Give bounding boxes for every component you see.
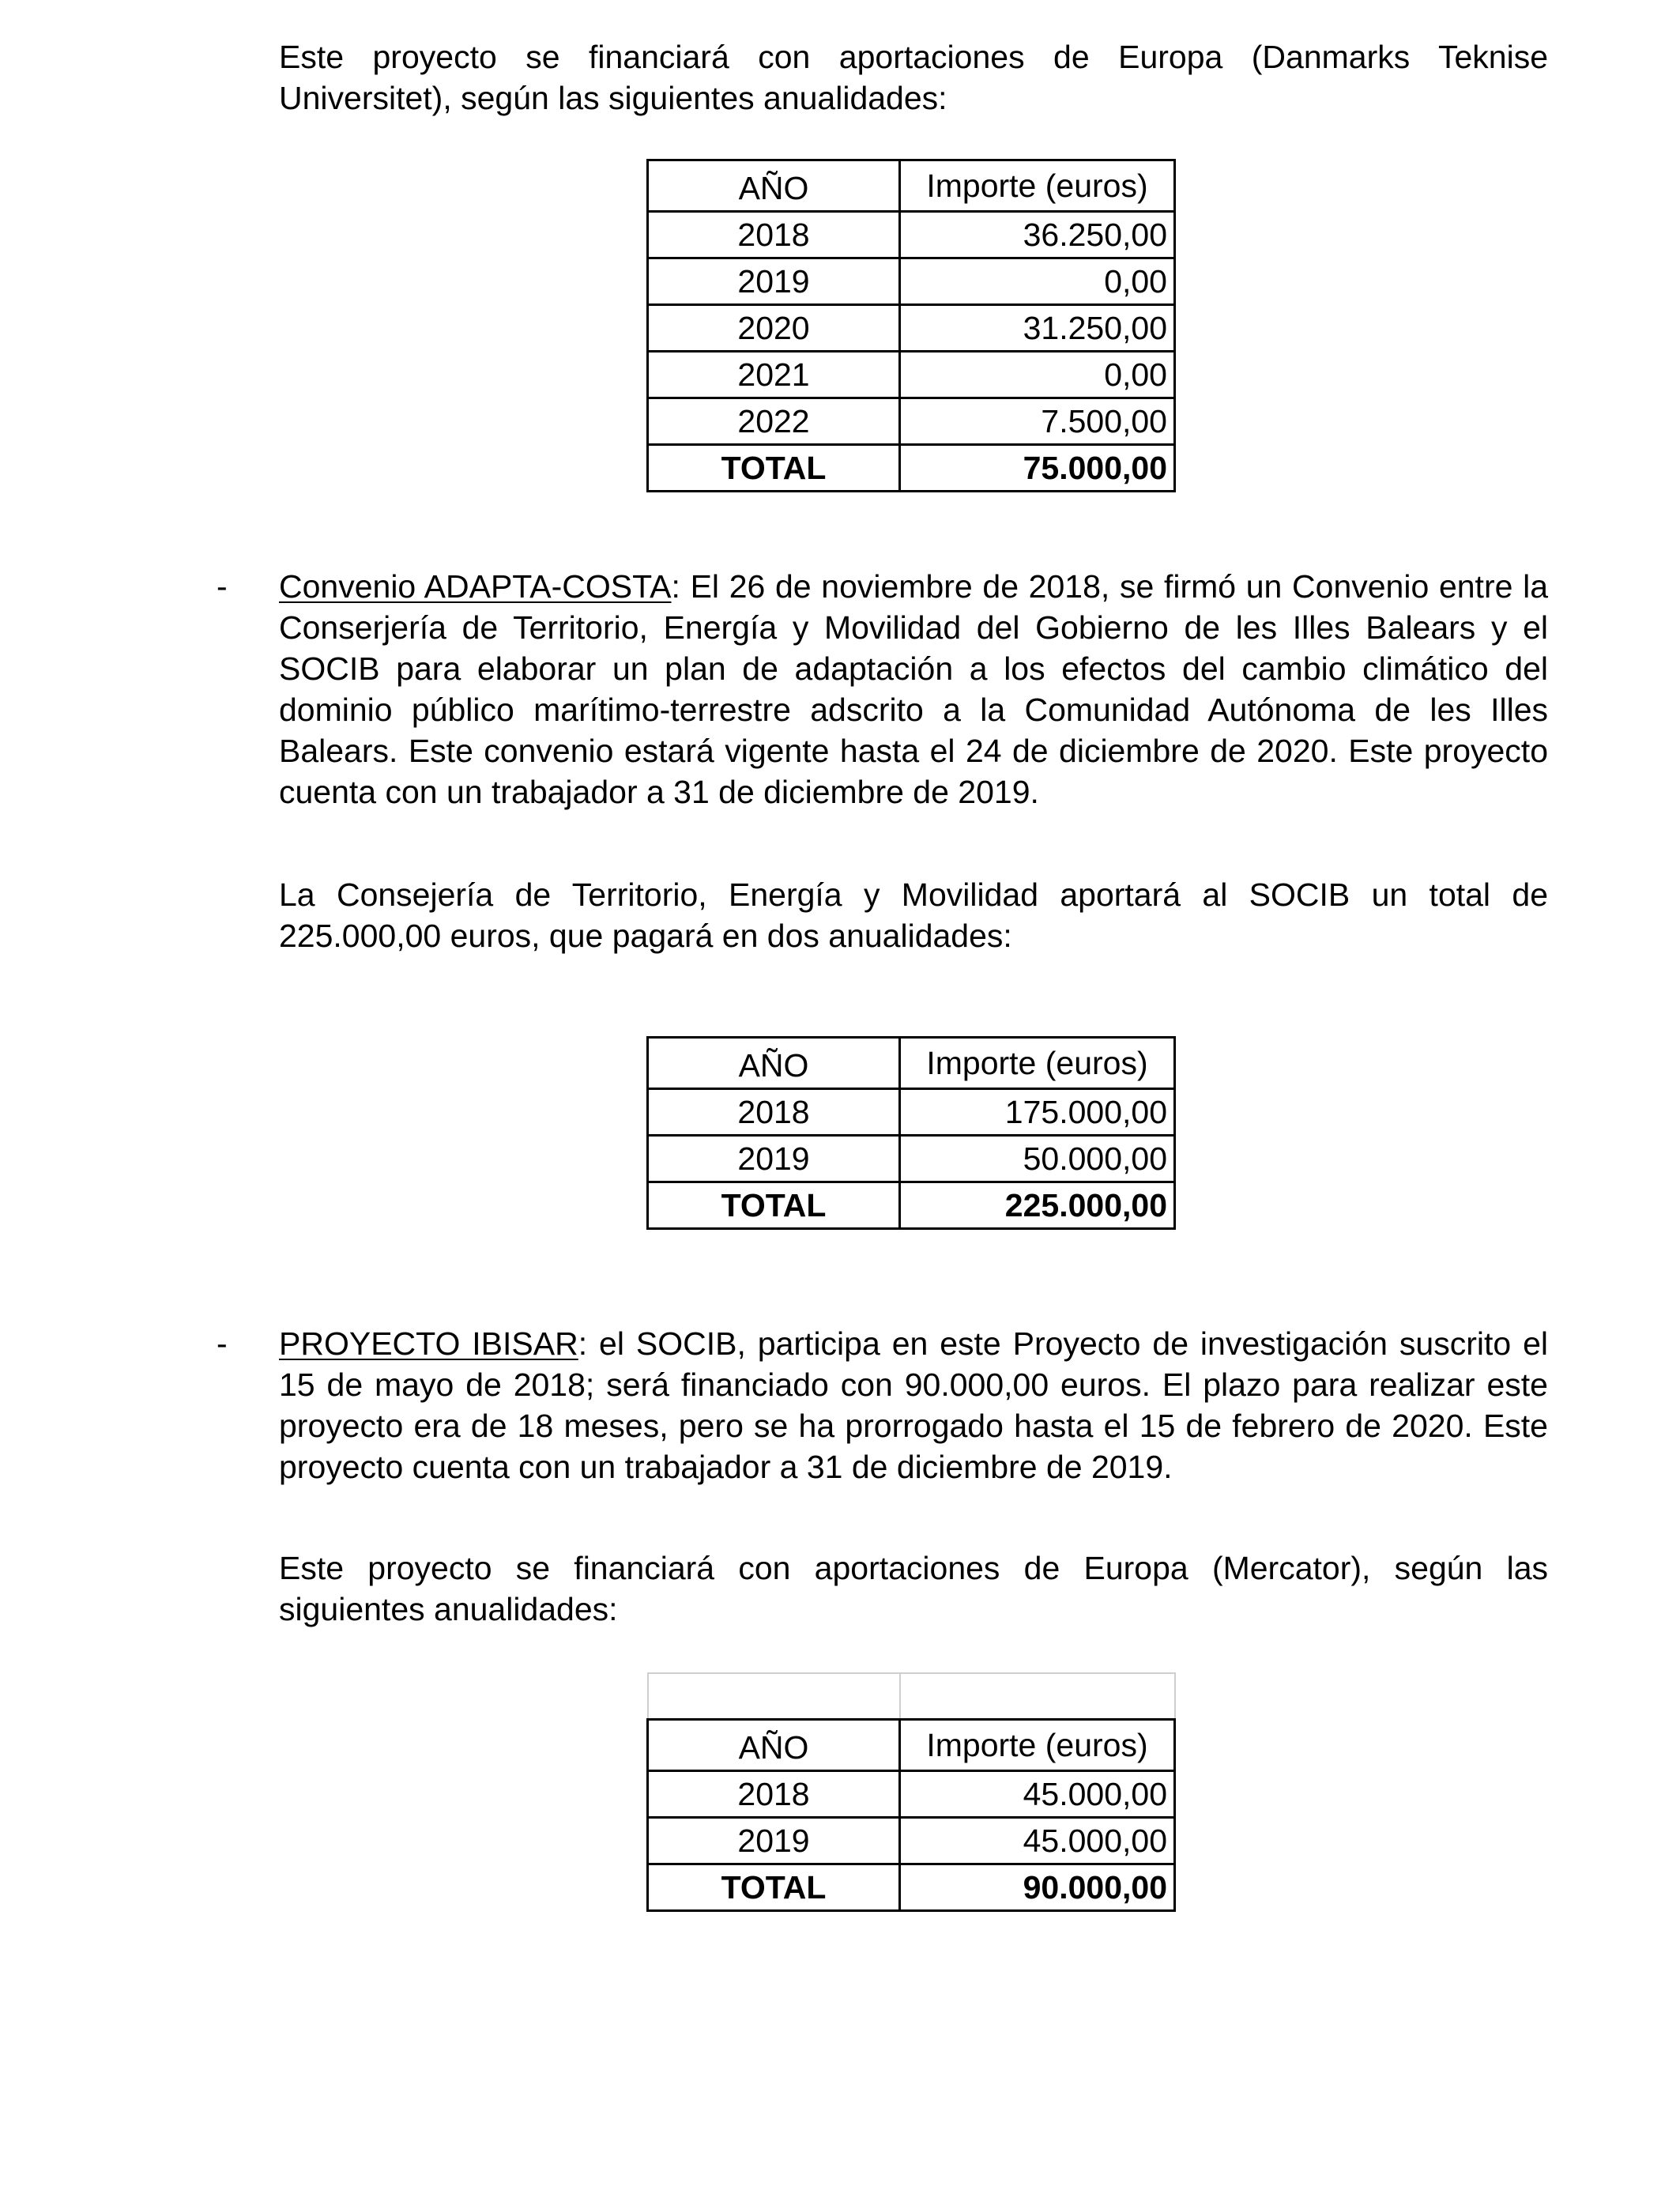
- cell-year: 2021: [648, 352, 900, 398]
- table-total-row: [648, 1864, 1175, 1911]
- intro-paragraph: Este proyecto se financiará con aportaciones de Europa (Danmarks Teknise Universitet), según las siguientes anualidades:: [279, 39, 1548, 116]
- cell-year: 2019: [648, 1136, 900, 1182]
- bullet-dash: -: [217, 568, 228, 605]
- header-year: AÑO: [648, 1038, 900, 1089]
- cell-year: 2018: [648, 212, 900, 258]
- total-label: TOTAL: [648, 445, 900, 492]
- cell-year: 2019: [648, 1818, 900, 1864]
- header-year: AÑO: [648, 160, 900, 212]
- table-blank-row: [648, 1673, 1175, 1720]
- blank-cell: [900, 1673, 1175, 1720]
- header-amount: Importe (euros): [900, 160, 1175, 212]
- table-row: [648, 305, 1175, 352]
- table-row: [648, 212, 1175, 258]
- table-row: [648, 1136, 1175, 1182]
- cell-year: 2022: [648, 398, 900, 445]
- header-year: AÑO: [648, 1720, 900, 1771]
- cell-year: 2018: [648, 1771, 900, 1818]
- table-row: [648, 1771, 1175, 1818]
- cell-amount: 0,00: [900, 258, 1175, 305]
- total-amount: 90.000,00: [900, 1864, 1175, 1911]
- table-header-row: [648, 1038, 1175, 1089]
- table-header-row: [648, 160, 1175, 212]
- ibisar-text: : el SOCIB, participa en este Proyecto de investigación suscrito el 15 de mayo de 2018; será financiado con 90.000,00 euros. El plazo para realizar este proyecto era de 18 meses, pero se ha prorrogado hasta el 15 de febrero de 2020. Este proyecto cuenta con un trabajador a 31 de diciembre de 2019.: [279, 1325, 1548, 1485]
- cell-amount: 7.500,00: [900, 398, 1175, 445]
- funding-table-ibisar: [646, 1672, 1176, 1912]
- ibisar-title: PROYECTO IBISAR: [279, 1325, 578, 1362]
- table-row: [648, 1818, 1175, 1864]
- cell-amount: 31.250,00: [900, 305, 1175, 352]
- table-header-row: [648, 1720, 1175, 1771]
- blank-cell: [648, 1673, 900, 1720]
- table-row: [648, 352, 1175, 398]
- adapta-costa-paragraph: [279, 566, 1548, 812]
- cell-amount: 0,00: [900, 352, 1175, 398]
- total-amount: 75.000,00: [900, 445, 1175, 492]
- cell-amount: 45.000,00: [900, 1818, 1175, 1864]
- total-amount: 225.000,00: [900, 1182, 1175, 1229]
- bullet-dash: -: [217, 1325, 228, 1362]
- cell-amount: 50.000,00: [900, 1136, 1175, 1182]
- mercator-paragraph: Este proyecto se financiará con aportaciones de Europa (Mercator), según las siguientes anualidades:: [279, 1550, 1548, 1627]
- cell-year: 2020: [648, 305, 900, 352]
- cell-year: 2019: [648, 258, 900, 305]
- header-amount: Importe (euros): [900, 1038, 1175, 1089]
- ibisar-paragraph: [279, 1323, 1548, 1487]
- cell-amount: 36.250,00: [900, 212, 1175, 258]
- total-label: TOTAL: [648, 1182, 900, 1229]
- funding-table-dtu: [646, 159, 1176, 492]
- adapta-costa-title: Convenio ADAPTA-COSTA: [279, 568, 672, 605]
- table-row: [648, 398, 1175, 445]
- cell-year: 2018: [648, 1089, 900, 1136]
- table-total-row: [648, 1182, 1175, 1229]
- cell-amount: 175.000,00: [900, 1089, 1175, 1136]
- adapta-costa-text: : El 26 de noviembre de 2018, se firmó un Convenio entre la Conserjería de Territorio, Energía y Movilidad del Gobierno de les Illes Balears y el SOCIB para elaborar un plan de adaptación a los efectos del cambio climático del dominio público marítimo-terrestre adscrito a la Comunidad Autónoma de les Illes Balears. Este convenio estará vigente hasta el 24 de diciembre de 2020. Este proyecto cuenta con un trabajador a 31 de diciembre de 2019.: [279, 568, 1548, 810]
- table-row: [648, 1089, 1175, 1136]
- total-label: TOTAL: [648, 1864, 900, 1911]
- table-total-row: [648, 445, 1175, 492]
- funding-table-adapta-costa: [646, 1036, 1176, 1230]
- header-amount: Importe (euros): [900, 1720, 1175, 1771]
- table-row: [648, 258, 1175, 305]
- cell-amount: 45.000,00: [900, 1771, 1175, 1818]
- consejeria-paragraph: La Consejería de Territorio, Energía y Movilidad aportará al SOCIB un total de 225.000,00 euros, que pagará en dos anualidades:: [279, 876, 1548, 954]
